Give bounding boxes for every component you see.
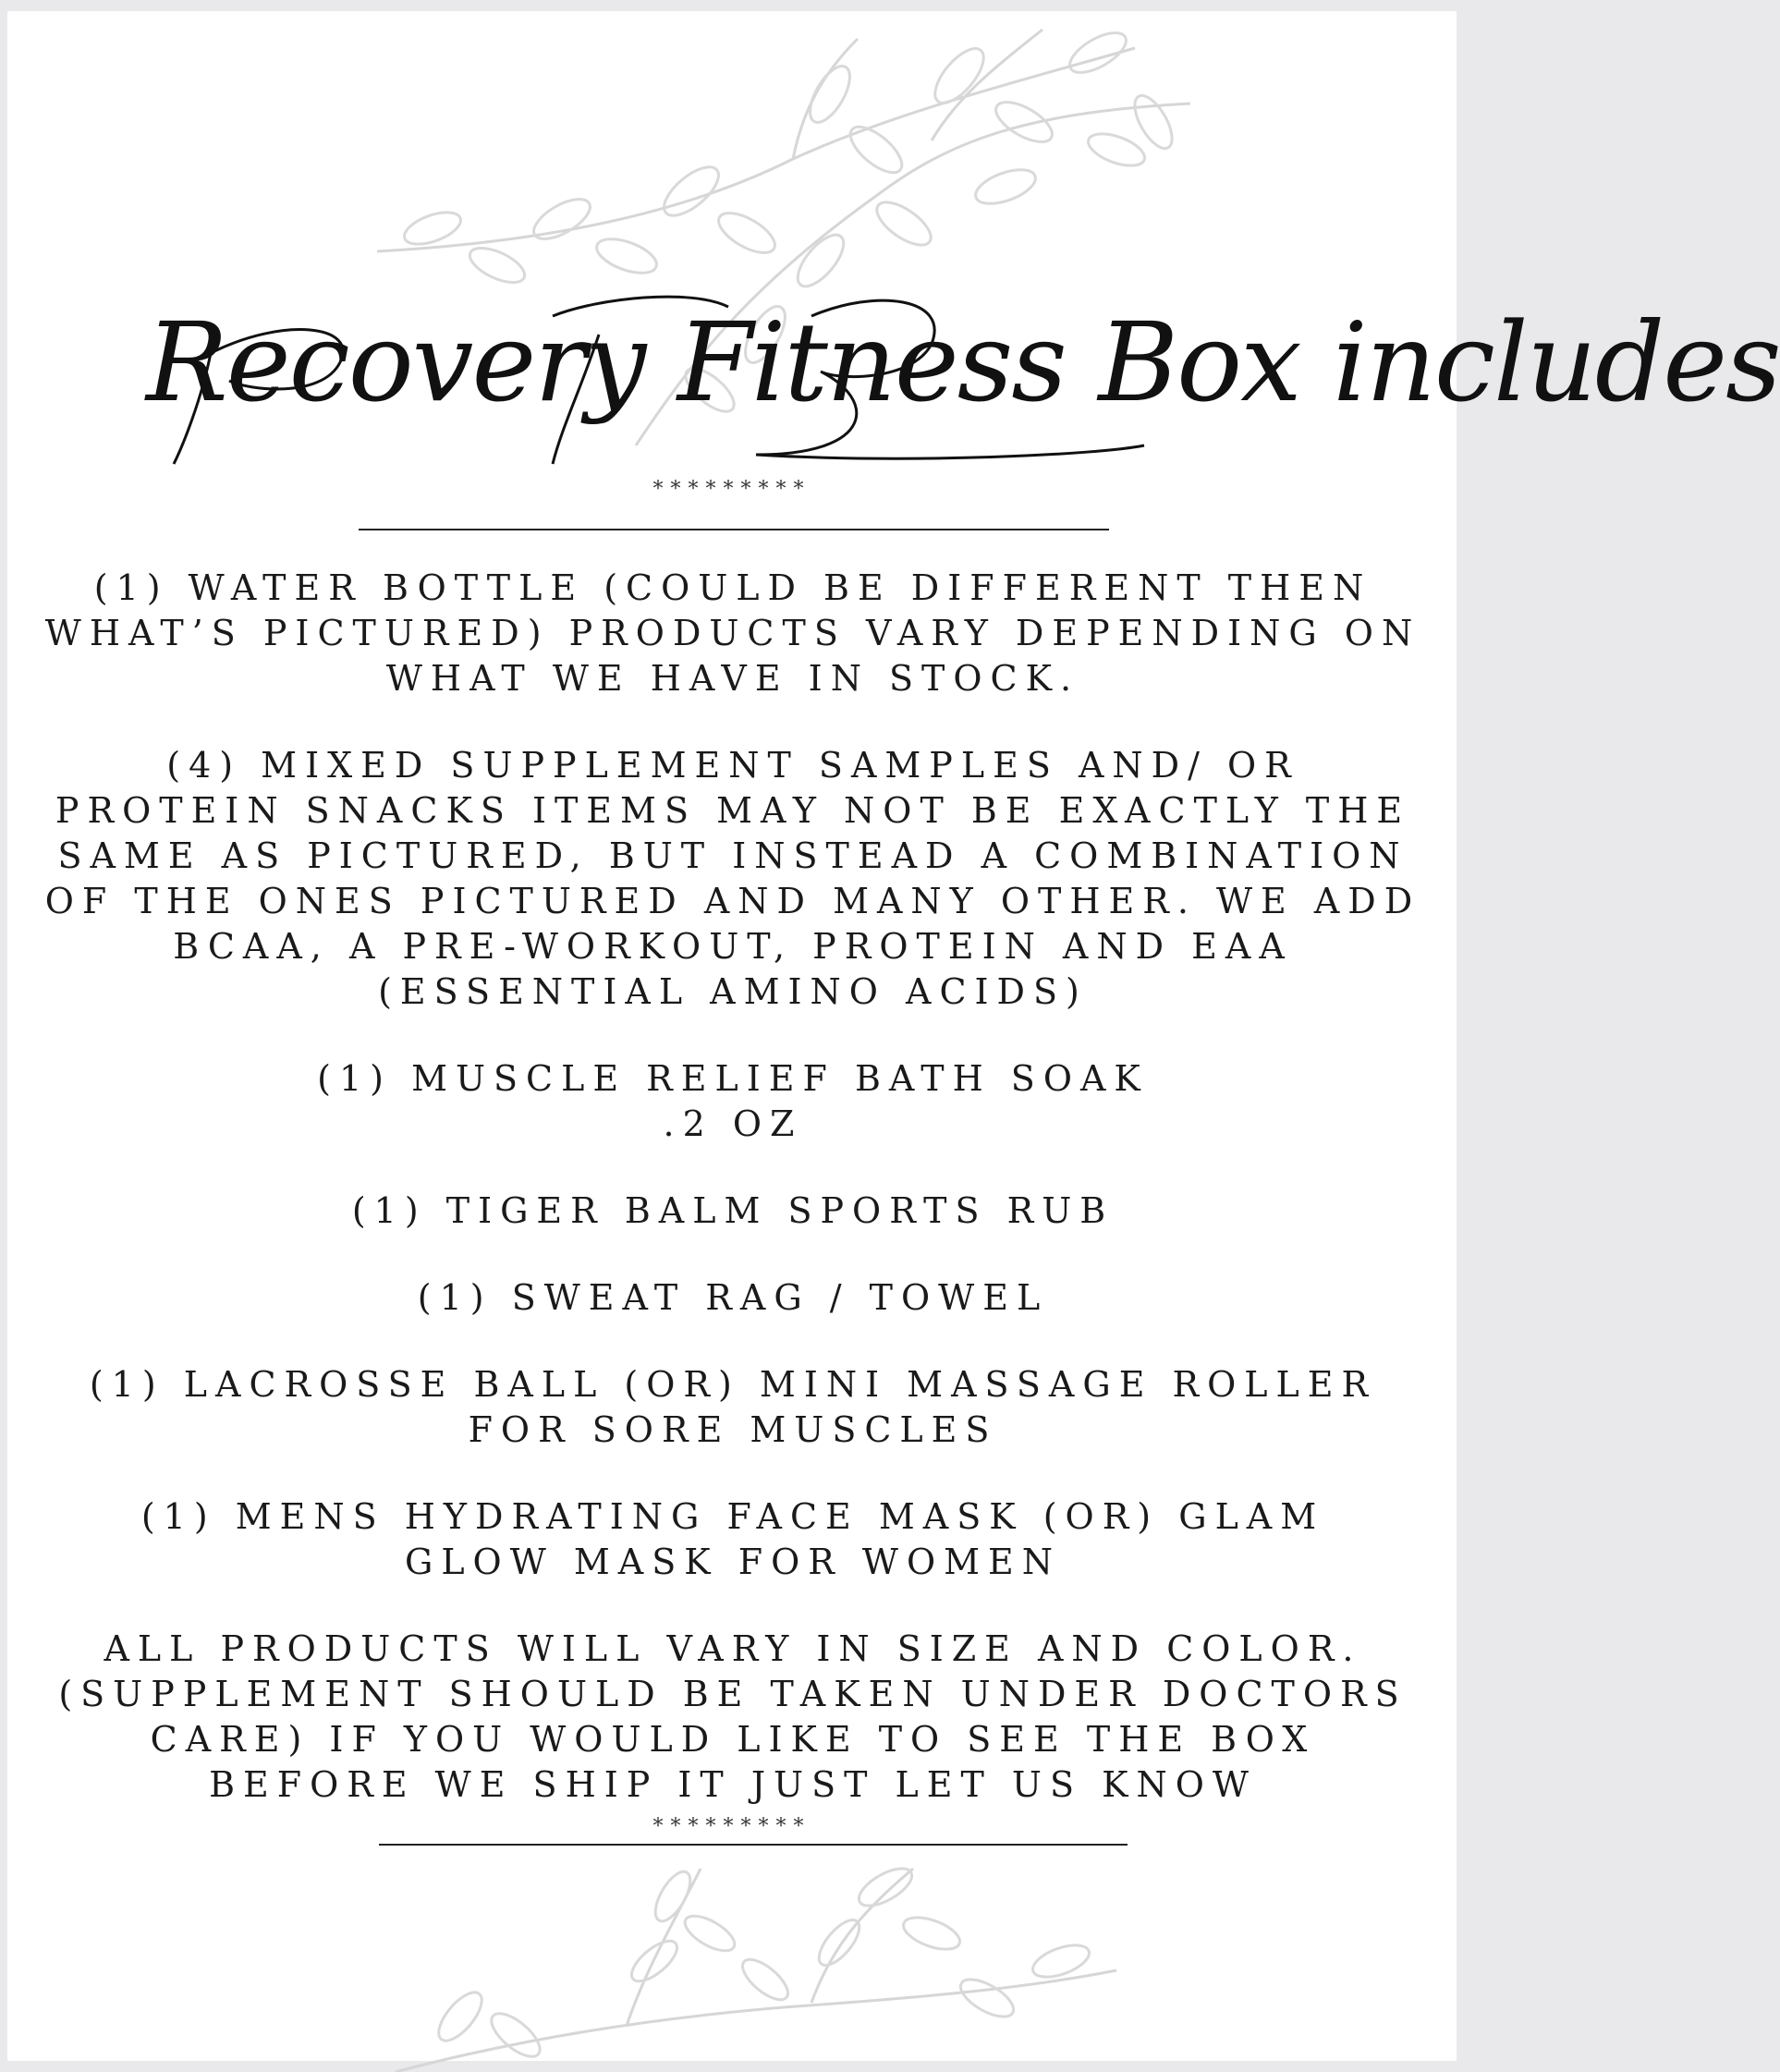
page-title: Recovery Fitness Box includes <box>146 299 1780 426</box>
divider-line-top <box>359 529 1109 530</box>
list-item: (1) LACROSSE BALL (OR) MINI MASSAGE ROLLER FOR SORE MUSCLES <box>89 1364 1377 1450</box>
contents-list <box>44 566 1421 1849</box>
list-item: (4) MIXED SUPPLEMENT SAMPLES AND/ OR PROTEIN SNACKS ITEMS MAY NOT BE EXACTLY THE SAME AS PICTURED, BUT INSTEAD A COMBINATION OF THE ONES PICTURED AND MANY OTHER. WE ADD BCAA, A PRE-WORKOUT, PROTEIN AND EAA (ESSENTIAL AMINO ACIDS) <box>44 745 1421 1012</box>
list-item: (1) TIGER BALM SPORTS RUB <box>351 1190 1115 1231</box>
divider-stars-top: ********* <box>652 478 811 501</box>
list-item: (1) SWEAT RAG / TOWEL <box>417 1277 1049 1318</box>
list-item: (1) MENS HYDRATING FACE MASK (OR) GLAM GLOW MASK FOR WOMEN <box>140 1496 1325 1582</box>
list-item: (1) MUSCLE RELIEF BATH SOAK .2 OZ <box>317 1058 1149 1144</box>
divider-line-bottom <box>379 1844 1128 1846</box>
leaf-vine-decoration-bottom <box>396 1850 1116 2072</box>
info-card <box>7 11 1780 2061</box>
list-item: ALL PRODUCTS WILL VARY IN SIZE AND COLOR. (SUPPLEMENT SHOULD BE TAKEN UNDER DOCTORS CARE) IF YOU WOULD LIKE TO SEE THE BOX BEFORE WE SHIP IT JUST LET US KNOW <box>58 1628 1408 1805</box>
list-item: (1) WATER BOTTLE (COULD BE DIFFERENT THEN WHAT’S PICTURED) PRODUCTS VARY DEPENDING ON WHAT WE HAVE IN STOCK. <box>44 567 1421 699</box>
divider-stars-bottom: ********* <box>652 1815 811 1838</box>
